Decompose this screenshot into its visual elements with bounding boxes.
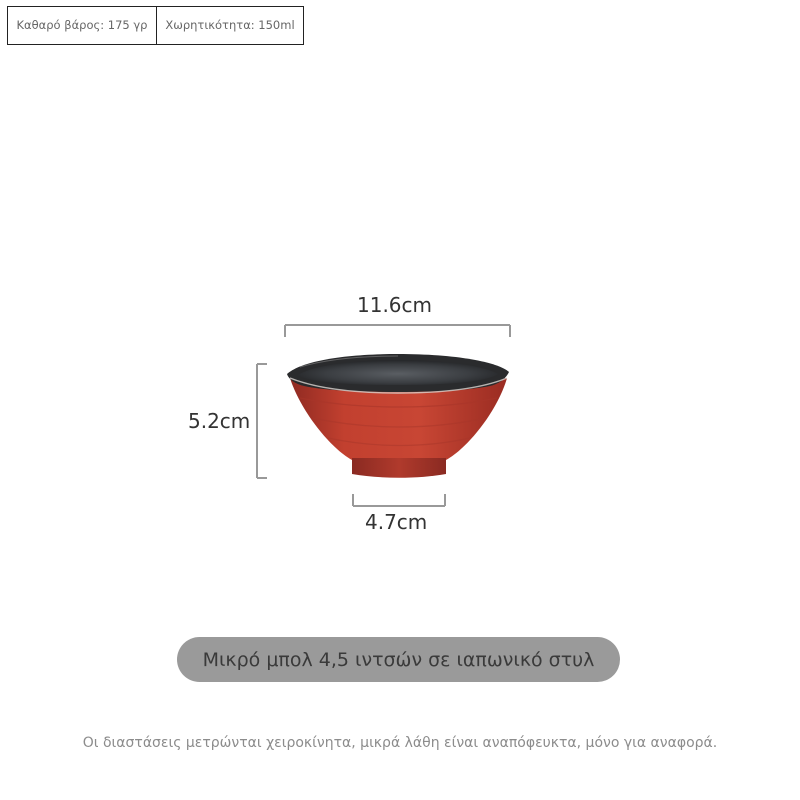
net-weight-cell: Καθαρό βάρος: 175 γρ [8, 7, 157, 44]
measurement-disclaimer: Οι διαστάσεις μετρώνται χειροκίνητα, μικρά λάθη είναι αναπόφευκτα, μόνο για αναφορά. [82, 735, 718, 751]
height-dimension-line [257, 364, 267, 478]
base-label: 4.7cm [365, 510, 428, 534]
width-dimension-line [285, 325, 510, 337]
width-label: 11.6cm [357, 293, 433, 317]
base-dimension-line [353, 494, 445, 506]
capacity-cell: Χωρητικότητα: 150ml [165, 18, 295, 32]
height-label: 5.2cm [188, 409, 251, 433]
bowl [287, 354, 509, 478]
product-title: Μικρό μπολ 4,5 ιντσών σε ιαπωνικό στυλ [177, 637, 620, 682]
